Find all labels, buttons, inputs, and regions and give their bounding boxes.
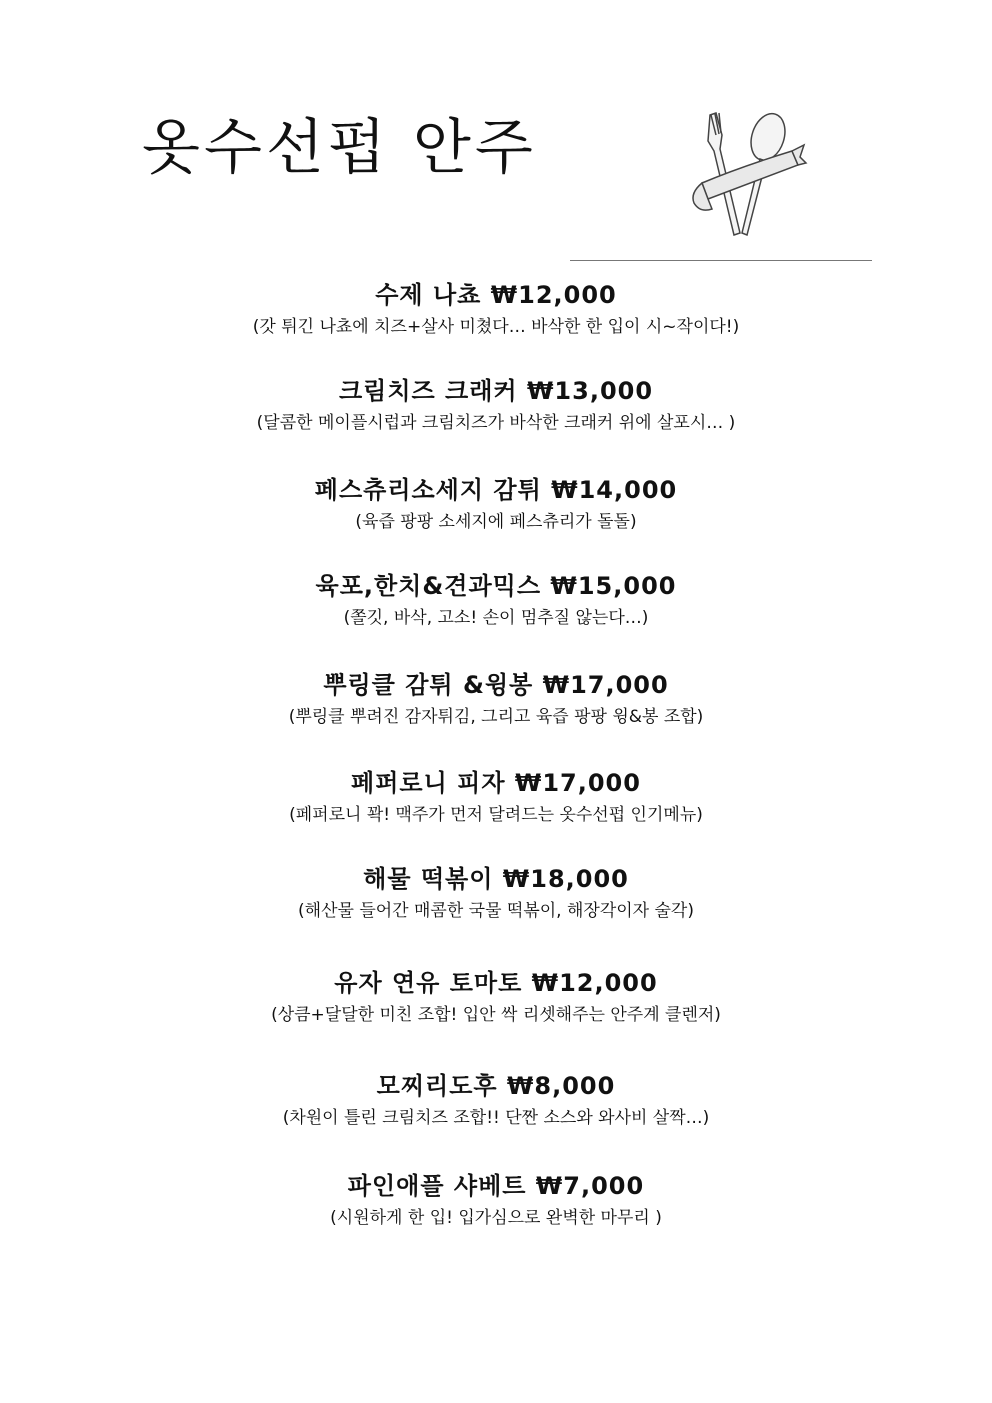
page-title: 옷수선펍 안주 bbox=[142, 113, 537, 183]
menu-item-name: 페퍼로니 피자 ₩17,000 bbox=[351, 769, 641, 797]
menu-item-name: 육포,한치&견과믹스 ₩15,000 bbox=[315, 572, 677, 600]
menu-item bbox=[0, 1071, 992, 1129]
menu-item-description: (차원이 틀린 크림치즈 조합!! 단짠 소스와 와사비 살짝…) bbox=[282, 1108, 710, 1128]
menu-item bbox=[0, 280, 992, 338]
menu-item bbox=[0, 864, 992, 922]
menu-item-name: 페스츄리소세지 감튀 ₩14,000 bbox=[314, 476, 678, 504]
menu-item-description: (뿌링클 뿌려진 감자튀김, 그리고 육즙 팡팡 윙&봉 조합) bbox=[288, 707, 704, 727]
menu-item bbox=[0, 376, 992, 434]
menu-item bbox=[0, 1171, 992, 1229]
menu-item-description: (갓 튀긴 나쵸에 치즈+살사 미쳤다… 바삭한 한 입이 시~작이다!) bbox=[252, 317, 740, 337]
menu-item-name: 모찌리도후 ₩8,000 bbox=[376, 1072, 616, 1100]
menu-item bbox=[0, 475, 992, 533]
menu-item bbox=[0, 968, 992, 1026]
menu-item-description: (달콤한 메이플시럽과 크림치즈가 바삭한 크래커 위에 살포시… ) bbox=[256, 413, 736, 433]
menu-item-description: (페퍼로니 꽉! 맥주가 먼저 달려드는 옷수선펍 인기메뉴) bbox=[289, 805, 703, 825]
menu-item-name: 크림치즈 크래커 ₩13,000 bbox=[338, 377, 654, 405]
menu-item-name: 유자 연유 토마토 ₩12,000 bbox=[334, 969, 658, 997]
menu-item bbox=[0, 670, 992, 728]
menu-item-description: (쫄깃, 바삭, 고소! 손이 멈추질 않는다…) bbox=[343, 608, 649, 628]
menu-item bbox=[0, 768, 992, 826]
menu-item-name: 파인애플 샤베트 ₩7,000 bbox=[347, 1172, 645, 1200]
cutlery-ribbon-icon bbox=[680, 105, 810, 240]
menu-item-description: (육즙 팡팡 소세지에 페스츄리가 돌돌) bbox=[355, 512, 637, 532]
menu-item-description: (상큼+달달한 미친 조합! 입안 싹 리셋해주는 안주계 클렌저) bbox=[271, 1005, 721, 1025]
menu-item bbox=[0, 571, 992, 629]
menu-item-name: 해물 떡볶이 ₩18,000 bbox=[363, 865, 629, 893]
header-divider bbox=[570, 260, 872, 261]
menu-item-name: 수제 나쵸 ₩12,000 bbox=[375, 281, 617, 309]
menu-item-description: (시원하게 한 입! 입가심으로 완벽한 마무리 ) bbox=[330, 1208, 662, 1228]
menu-item-description: (해산물 들어간 매콤한 국물 떡볶이, 해장각이자 술각) bbox=[298, 901, 694, 921]
menu-item-name: 뿌링클 감튀 &윙봉 ₩17,000 bbox=[323, 671, 669, 699]
